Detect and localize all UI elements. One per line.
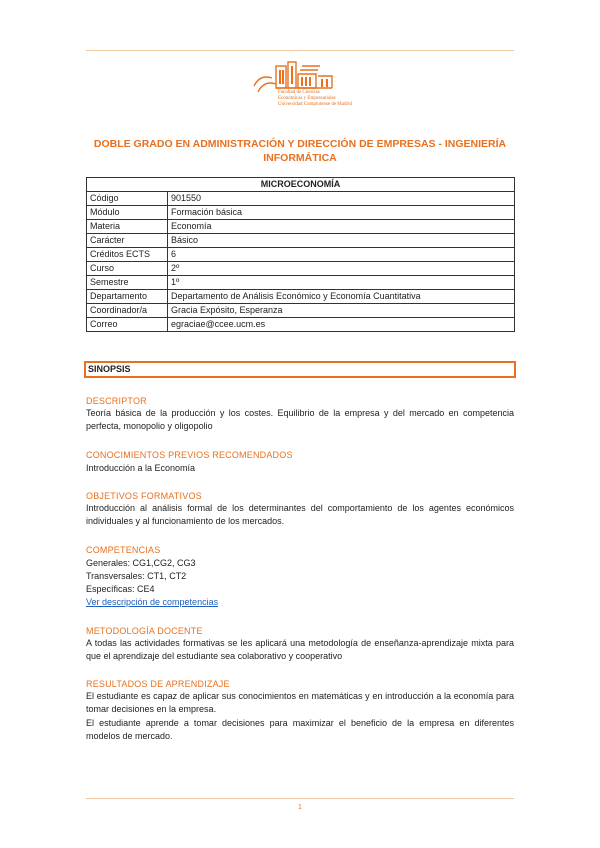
descriptor-text: Teoría básica de la producción y los costes. Equilibrio de la empresa y del mercado en competencia perfecta, monopolio y oligopolio	[86, 408, 514, 431]
objetivos-heading: OBJETIVOS FORMATIVOS	[86, 491, 202, 501]
header-rule	[86, 50, 514, 51]
row-label: Módulo	[87, 206, 168, 220]
page-number: 1	[298, 804, 302, 811]
row-value: 901550	[168, 192, 515, 206]
row-label: Carácter	[87, 234, 168, 248]
competencias-heading: COMPETENCIAS	[86, 545, 161, 555]
row-label: Materia	[87, 220, 168, 234]
row-value: egraciae@ccee.ucm.es	[168, 318, 515, 332]
competencias-link[interactable]: Ver descripción de competencias	[86, 597, 219, 607]
table-row	[87, 206, 515, 220]
row-value: Gracia Expósito, Esperanza	[168, 304, 515, 318]
table-row	[87, 318, 515, 332]
row-label: Créditos ECTS	[87, 248, 168, 262]
sinopsis-heading: SINOPSIS	[84, 361, 516, 378]
resultados-heading: RESULTADOS DE APRENDIZAJE	[86, 679, 230, 689]
table-row	[87, 220, 515, 234]
row-value: 6	[168, 248, 515, 262]
subject-info-table	[86, 177, 515, 332]
row-value: 2º	[168, 262, 515, 276]
row-value: 1º	[168, 276, 515, 290]
row-value: Formación básica	[168, 206, 515, 220]
row-label: Semestre	[87, 276, 168, 290]
degree-title: DOBLE GRADO EN ADMINISTRACIÓN Y DIRECCIÓN DE EMPRESAS - INGENIERÍA INFORMÁTICA	[93, 138, 507, 164]
table-row	[87, 234, 515, 248]
table-row	[87, 276, 515, 290]
competencias-transversales: Transversales: CT1, CT2	[86, 571, 187, 581]
subject-name: MICROECONOMÍA	[87, 178, 515, 192]
conocimientos-heading: CONOCIMIENTOS PREVIOS RECOMENDADOS	[86, 450, 293, 460]
metodologia-text: A todas las actividades formativas se les aplicará una metodología de enseñanza-aprendizaje mixta para que el aprendizaje del estudiante sea colaborativo y cooperativo	[86, 638, 514, 661]
row-label: Departamento	[87, 290, 168, 304]
row-label: Curso	[87, 262, 168, 276]
table-header-row	[87, 178, 515, 192]
row-label: Código	[87, 192, 168, 206]
resultados-text-1: El estudiante es capaz de aplicar sus conocimientos en matemáticas y en introducción a la economía para tomar decisiones en la empresa.	[86, 691, 514, 714]
row-value: Departamento de Análisis Económico y Economía Cuantitativa	[168, 290, 515, 304]
conocimientos-text: Introducción a la Economía	[86, 463, 196, 473]
footer-rule	[86, 798, 514, 799]
metodologia-heading: METODOLOGÍA DOCENTE	[86, 626, 203, 636]
competencias-especificas: Específicas: CE4	[86, 584, 155, 594]
row-label: Coordinador/a	[87, 304, 168, 318]
table-row	[87, 262, 515, 276]
descriptor-heading: DESCRIPTOR	[86, 396, 147, 406]
row-value: Economía	[168, 220, 515, 234]
logo-caption: Facultad de Ciencias Económicas y Empresariales Universidad Complutense de Madrid	[278, 90, 353, 107]
row-value: Básico	[168, 234, 515, 248]
table-row	[87, 304, 515, 318]
table-row	[87, 192, 515, 206]
objetivos-text: Introducción al análisis formal de los determinantes del comportamiento de los agentes económicos individuales y al funcionamiento de los mercados.	[86, 503, 514, 526]
competencias-generales: Generales: CG1,CG2, CG3	[86, 558, 196, 568]
row-label: Correo	[87, 318, 168, 332]
resultados-text-2: El estudiante aprende a tomar decisiones para maximizar el beneficio de la empresa en diferentes modelos de mercado.	[86, 718, 514, 741]
table-row	[87, 248, 515, 262]
table-row	[87, 290, 515, 304]
